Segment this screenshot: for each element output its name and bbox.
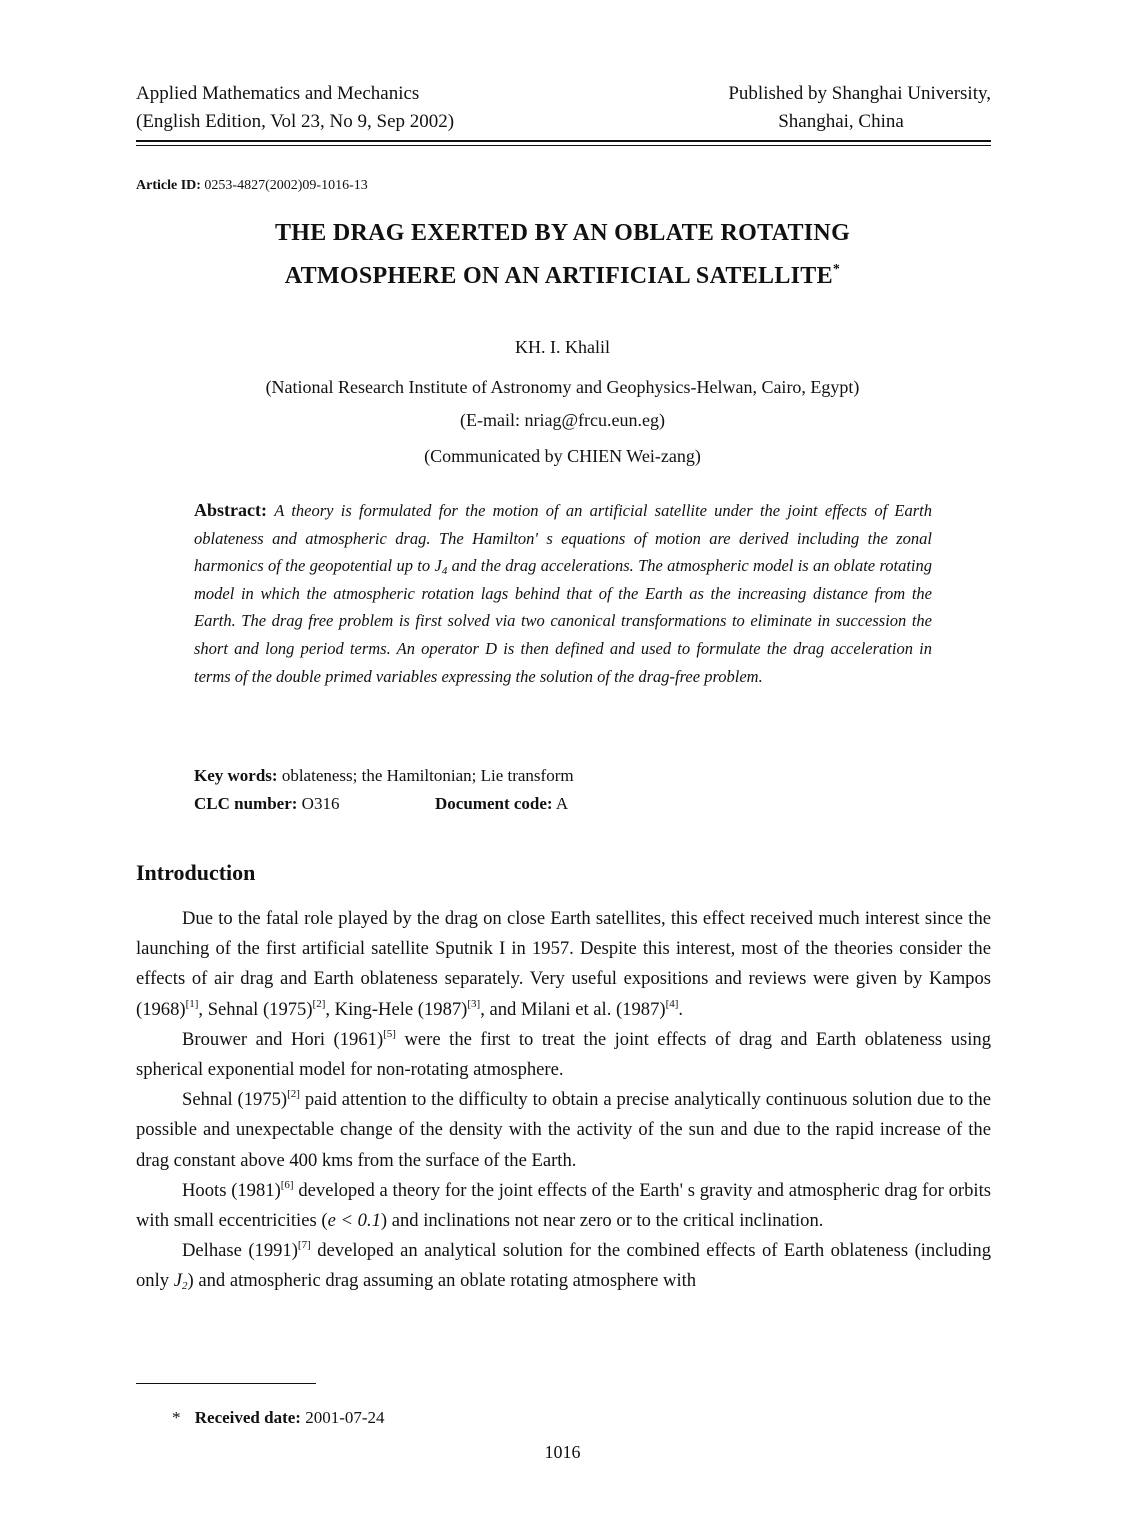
paragraph-4: Hoots (1981)[6] developed a theory for the joint effects of the Earth' s gravity and atmospheric drag for orbits with small eccentricities (e < 0.1) and inclinations not near zero or to the critical inclination. [136,1178,991,1232]
communicated-by: (Communicated by CHIEN Wei-zang) [424,446,701,466]
article-id-label: Article ID: [136,178,201,193]
doccode-label: Document code: [435,794,553,813]
paragraph-2: Brouwer and Hori (1961)[5] were the first to treat the joint effects of drag and Earth oblateness using spherical exponential model for non-rotating atmosphere. [136,1027,991,1081]
footnote-value: 2001-07-24 [305,1408,385,1427]
title-line-2-text: ATMOSPHERE ON AN ARTIFICIAL SATELLITE [284,263,833,289]
eccentricity-condition: e < 0.1 [327,1210,381,1232]
article-id-value: 0253-4827(2002)09-1016-13 [204,178,368,193]
journal-edition: (English Edition, Vol 23, No 9, Sep 2002) [136,111,455,132]
citation-5: [5] [383,1027,396,1040]
keywords [194,762,574,790]
paragraph-3: Sehnal (1975)[2] paid attention to the difficulty to obtain a precise analytically continuous solution due to the possible and unexpectable change of the density with the activity of the sun and due to the rapid increase of the drag constant above 400 kms from the surface of the Earth. [136,1088,991,1171]
clc-value: O316 [301,794,340,813]
footnote [172,1408,385,1428]
article-id [136,178,368,194]
paragraph-1: Due to the fatal role played by the drag on close Earth satellites, this effect received much interest since the launching of the first artificial satellite Sputnik I in 1957. Despite this interest, most of the theories consider the effects of air drag and Earth oblateness separately. Very useful expositions and reviews were given by Kampos (1968)[1], Sehnal (1975)[2], King-Hele (1987)[3], and Milani et al. (1987)[4]. [136,908,991,1020]
abstract-text-1: A theory is formulated for the motion of an artificial satellite under the joint effects of Earth oblateness and atmospheric drag. The Hamilton' s equations of motion are derived including the zonal harmonics of the geopotential up to [194,501,933,576]
keywords-value: oblateness; the Hamiltonian; Lie transform [281,766,574,785]
clc-number [194,790,339,818]
footnote-label: Received date: [194,1408,301,1427]
publisher: Published by Shanghai University, [728,83,991,104]
keywords-label: Key words: [194,766,278,785]
abstract-symbol: $J_4$ [434,556,448,578]
email: (E-mail: nriag@frcu.eun.eg) [460,410,665,430]
abstract-label: Abstract: [194,500,267,520]
clc-label: CLC number: [194,794,298,813]
paragraph-5: Delhase (1991)[7] developed an analytical solution for the combined effects of Earth oblateness (including only $J_2$) and atmospheric drag assuming an oblate rotating atmosphere with [136,1239,991,1293]
j2-symbol: $J_2$ [173,1270,188,1293]
journal-name: Applied Mathematics and Mechanics [136,83,420,104]
abstract-text-2: and the drag accelerations. The atmospheric model is an oblate rotating model in which the atmospheric rotation lags behind that of the Earth as the increasing distance from the Earth. The drag free problem is first solved via two canonical transformations to eliminate in succession the short and long period terms. An operator D is then defined and used to formulate the drag acceleration in terms of the double primed variables expressing the solution of the drag-free problem. [194,556,933,686]
abstract [194,497,932,690]
section-heading-introduction: Introduction [136,860,256,885]
header-rule-thick [136,140,991,142]
document-code [435,790,568,818]
footnote-rule [136,1383,316,1384]
citation-7: [7] [297,1239,311,1252]
doccode-value: A [555,794,569,813]
title-line-2 [0,263,1125,290]
citation-4: [4] [665,997,679,1010]
citation-3: [3] [467,997,481,1010]
footnote-mark: * [172,1408,181,1427]
citation-2: [2] [312,997,326,1010]
author: KH. I. Khalil [515,337,610,357]
introduction-body [136,904,991,1297]
citation-6: [6] [280,1178,294,1191]
header-rule-thin [136,145,991,146]
citation-1: [1] [185,997,199,1010]
title-footnote-mark: * [832,262,841,277]
page-number: 1016 [544,1442,581,1462]
affiliation: (National Research Institute of Astronomy and Geophysics-Helwan, Cairo, Egypt) [265,377,860,397]
title-line-1: THE DRAG EXERTED BY AN OBLATE ROTATING [274,220,851,246]
publisher-location: Shanghai, China [778,111,904,132]
citation-2b: [2] [287,1088,300,1101]
